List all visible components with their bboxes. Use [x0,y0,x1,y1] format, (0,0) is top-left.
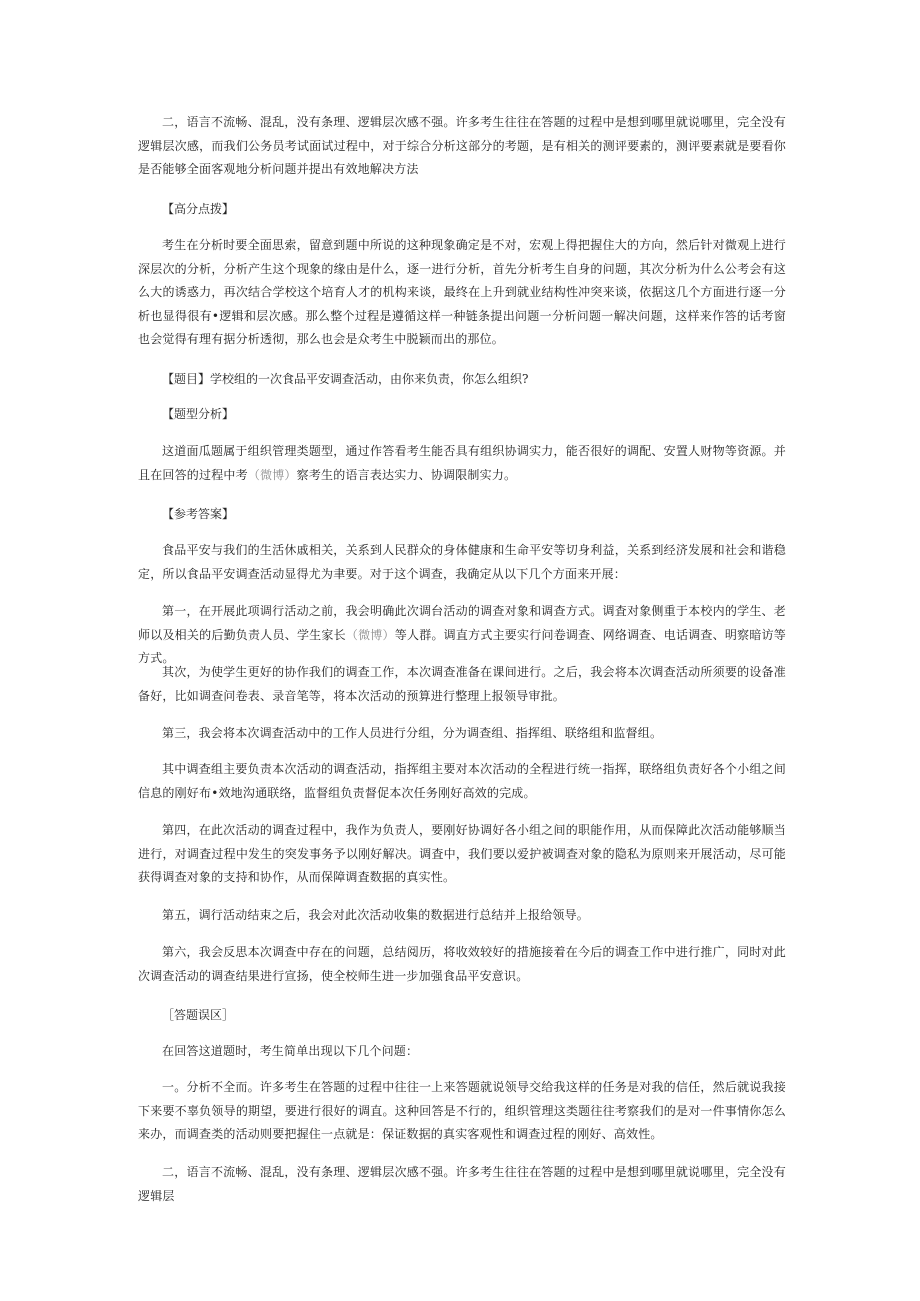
paragraph-pitfalls-intro: 在回答这道题时，考生简单出现以下几个问题： [162,1044,419,1058]
paragraph-step-fourth: 第四，在此次活动的调査过程中，我作为负责人，要刚好协调好各小组之间的职能作用，从而保障此次活动能够顺当进行，对调査过程中发生的突发事务予以刚好解决。调査中，我们要以爱护被调查对象的隐私为原则来开展活动，尽可能获得调查对象的支持和协作，从而保障调査数据的真实性。 [138,823,786,884]
paragraph-step-sixth: 第六，我会反思本次调查中存在的问题，总结阅历，将收效较好的措施接着在今后的调查工作中进行推广，同时对此次调查活动的调查结果进行宣扬，使全校师生进一步加强食品平安意识。 [138,945,786,983]
heading-high-score-tips: 【高分点拨】 [162,202,235,216]
paragraph-text: 第一，在开展此项调行活动之前，我会明确此次调台活动的调查对象和调查方式。调査对象侧重于本校内的学生、老师以及相关的后勤负责人员、学生家长 [138,604,786,642]
heading-reference-answer: 【参考答案】 [162,507,235,521]
paragraph-step-first [138,600,786,671]
weibo-link[interactable]: （微博） [345,627,395,642]
paragraph-step-second: 其次，为使学生更好的协作我们的调查工作，本次调查准备在课间进行。之后，我会将本次调查活动所须要的设备准备好，比如调查问卷表、录音笔等，将本次活动的预算进行整理上报领导审批。 [138,665,786,703]
paragraph-step-fifth: 第五，调行活动结束之后，我会对此次活动收集的数据进行总结并上报给领导。 [162,908,590,922]
paragraph-pitfall-one: 一。分析不全而。许多考生在答题的过程中往往一上来答题就说领导交给我这样的任务是对我的信任，然后就说我接下来要不辜负领导的期望，要进行很好的调直。这种回答是不行的，组织管理这类题往往考察我们的是对一件事情你怎么来办，而调查类的活动则要把握住一点就是：保证数据的真实客观性和调查过程的刚好、高效性。 [138,1080,786,1141]
paragraph-answer-intro: 食品平安与我们的生活休戚相关，关系到人民群众的身体健康和生命平安等切身利益，关系到经济发展和社会和谐稳定，所以食品平安调查活动显得尤为聿要。对于这个调查，我确定从以下几个方面来开展： [138,543,786,581]
paragraph-group-roles: 其中调查组主要负责本次活动的调查活动，指挥组主要对本次活动的全程进行统一指挥，联络组负责好各个小组之间信息的刚好布•效地沟通联络，监督组负责督促本次任务刚好高效的完成。 [138,762,786,800]
heading-question: 【题目】学校组的一次食品平安调查活动，由你来负责，你怎么组织? [162,372,529,386]
weibo-link[interactable]: （微博） [247,467,297,482]
paragraph-text: 察考生的语言表达实力、协调限制实力。 [296,467,517,482]
paragraph-text: 等人群。调直方式主要实行问卷调查、网络调查、电话调查、明察暗访等方式。 [138,627,786,665]
heading-question-type-analysis: 【题型分析】 [162,407,235,421]
paragraph-question-type [138,440,786,487]
paragraph-pitfall-two: 二，语言不流畅、混乱，没有条理、逻辑层次感不强。许多考生往往在答题的过程中是想到哪里就说哪里，完全没有逻辑层 [138,1165,786,1203]
paragraph-high-score-analysis: 考生在分析时要全面思索，留意到题中所说的这种现象确定是不对，宏观上得把握住大的方向，然后针对微观上进行深层次的分析，分析产生这个现象的缘由是什么，逐一进行分析，首先分析考生自身的问题，其次分析为什么公考会有这么大的诱惑力，再次结合学校这个培育人才的机构来谈，最终在上升到就业结构性冲突来谈，依据这几个方面进行逐一分析也显得很有•逻辑和层次感。那么整个过程是遵循这样一种链条提出问题一分析问题一解决问题，这样来作答的话考窗也会觉得有理有据分析透彻，那么也会是众考生中脱颖而出的那位。 [138,238,786,346]
paragraph-step-third: 第三，我会将本次调査活动中的工作人员进行分组，分为调查组、指挥组、联络组和监督组。 [162,726,663,740]
paragraph-language-issue: 二，语言不流畅、混乱，没有条理、逻辑层次感不强。许多考生往往在答题的过程中是想到哪里就说哪里，完全没有逻辑层次感，而我们公务员考试面试过程中，对于综合分析这部分的考题，是有相关的测评要素的，测评要素就是要看你是否能够全面客观地分析问题并提出有效地解决方法 [138,115,786,176]
paragraph-text: 这道面瓜题属于组织管理类题型，通过作答看考生能否具有组织协调实力，能否很好的调配、安置人财物等资源。并且在回答的过程中考 [138,444,786,482]
heading-answer-pitfalls: ［答题误区］ [162,1008,235,1022]
